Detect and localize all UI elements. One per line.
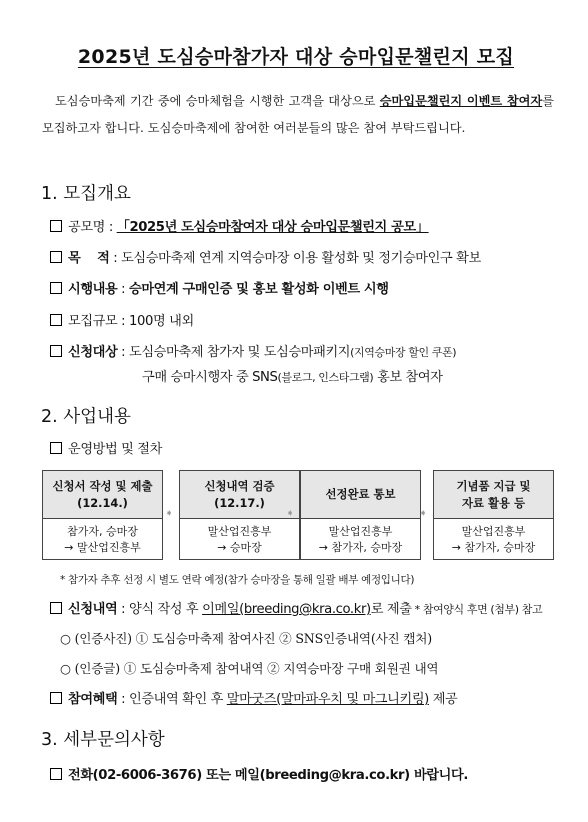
item-line2: 구매 승마시행자 중 SNS <box>142 370 278 385</box>
benefit-label: 참여혜택 <box>68 692 118 707</box>
contact-row <box>50 764 468 783</box>
step-title-line1: 신청내역 검증 <box>204 478 275 493</box>
step-title-line1: 선정완료 통보 <box>325 487 396 501</box>
step-box <box>433 470 554 560</box>
step-body-line1: 말산업진흥부 <box>207 524 272 538</box>
step-body-line2: → 말산업진흥부 <box>64 540 141 554</box>
item-sep: : <box>109 251 122 266</box>
benefit-text: : 인증내역 확인 후 <box>117 692 227 707</box>
step-title-line2: (12.14.) <box>77 495 128 510</box>
benefit-row <box>50 688 457 707</box>
item-sep: : <box>105 220 117 235</box>
step-title-line2: (12.17.) <box>214 495 265 510</box>
step-body <box>301 519 420 560</box>
section3-heading: 3. 세부문의사항 <box>41 730 165 750</box>
sub-label: 운영방법 및 절차 <box>68 442 162 457</box>
intro-paragraph <box>42 88 554 142</box>
step-title <box>180 471 299 519</box>
item-line2-small: (블로그, 인스타그램) <box>277 371 374 384</box>
contact-text: 전화(02-6006-3676) 또는 메일(breeding@kra.co.kr) 바랍니다. <box>68 768 468 783</box>
benefit-goods: 말마굿즈(말마파우치 및 마그니키링) <box>226 692 429 707</box>
item-label: 시행내용 <box>68 282 118 297</box>
item-sep: : <box>117 282 129 297</box>
step-title-line1: 기념품 지급 및 <box>456 478 531 493</box>
step-body-line2: → 승마장 <box>217 540 262 554</box>
item-value: 「2025년 도심승마참여자 대상 승마입문챌린지 공모」 <box>116 220 429 235</box>
checkbox-icon <box>50 314 62 326</box>
apply-text: : 양식 작성 후 <box>117 602 203 617</box>
step-body-line2: → 참가자, 승마장 <box>451 540 536 554</box>
checkbox-icon <box>50 282 62 294</box>
item-purpose <box>50 247 481 266</box>
step-title-line1: 신청서 작성 및 제출 <box>52 478 153 493</box>
checkbox-icon <box>50 442 62 454</box>
item-target <box>50 341 456 360</box>
step-title <box>43 471 162 519</box>
step-title <box>301 471 420 519</box>
apply-text-end: 로 제출 <box>370 602 412 617</box>
item-label: 목 적 <box>68 251 110 266</box>
step-box <box>179 470 300 560</box>
step-box <box>300 470 421 560</box>
checkbox-icon <box>50 768 62 780</box>
item-value: 도심승마축제 참가자 및 도심승마패키지 <box>129 345 351 360</box>
item-target-line2 <box>142 366 443 385</box>
benefit-text-end: 제공 <box>428 692 458 707</box>
intro-text-2: 를 모집하고자 합니다. 도심승마축제에 참여한 여러분들의 많은 참여 부탁드립니다. <box>42 94 554 135</box>
sub-operation <box>50 438 162 457</box>
step-body <box>43 519 162 560</box>
step-body-line1: 참가자, 승마장 <box>67 524 138 538</box>
apply-mail: 이메일(breeding@kra.co.kr) <box>202 602 371 617</box>
step-body-line1: 말산업진흥부 <box>461 524 526 538</box>
step-body-line1: 말산업진흥부 <box>328 524 393 538</box>
item-value: 승마연계 구매인증 및 홍보 활성화 이벤트 시행 <box>129 282 389 297</box>
step-title-line2: 자료 활용 등 <box>462 495 525 510</box>
text-proof: ○ (인증글) ① 도심승마축제 참여내역 ② 지역승마장 구매 회원권 내역 <box>60 661 439 676</box>
item-line2-end: 홍보 참여자 <box>373 370 443 385</box>
intro-text-1: 도심승마축제 기간 중에 승마체험을 시행한 고객을 대상으로 <box>55 94 380 108</box>
arrow-right-icon: ➧ <box>419 508 428 519</box>
item-value-small: (지역승마장 할인 쿠폰) <box>350 346 457 359</box>
step-body-line2: → 참가자, 승마장 <box>318 540 403 554</box>
checkbox-icon <box>50 220 62 232</box>
section2-heading: 2. 사업내용 <box>41 407 131 427</box>
step-box <box>42 470 163 560</box>
step-body <box>434 519 553 560</box>
item-label: 신청대상 <box>68 345 118 360</box>
step-title <box>434 471 553 519</box>
checkbox-icon <box>50 692 62 704</box>
apply-label: 신청내역 <box>68 602 118 617</box>
item-label: 공모명 <box>68 220 106 235</box>
item-value: 도심승마축제 연계 지역승마장 이용 활성화 및 정기승마인구 확보 <box>121 251 481 266</box>
item-contest-name <box>50 216 429 235</box>
item-content <box>50 278 389 297</box>
checkbox-icon <box>50 345 62 357</box>
apply-row <box>50 598 542 617</box>
item-scale <box>50 310 194 329</box>
checkbox-icon <box>50 602 62 614</box>
item-label: 모집규모 <box>68 314 118 329</box>
arrow-right-icon: ➧ <box>286 508 295 519</box>
step-body <box>180 519 299 560</box>
page-title: 2025년 도심승마참가자 대상 승마입문챌린지 모집 <box>77 46 515 68</box>
item-sep: : <box>117 314 129 329</box>
apply-note: * 참여양식 후면 (첨부) 참고 <box>411 603 543 616</box>
item-value: 100명 내외 <box>129 314 194 329</box>
section1-heading: 1. 모집개요 <box>41 184 131 204</box>
selection-note: * 참가자 추후 선정 시 별도 연락 예정(참가 승마장을 통해 일괄 배부 예정입니다) <box>60 574 415 586</box>
item-sep: : <box>117 345 129 360</box>
intro-highlight: 승마입문챌린지 이벤트 참여자 <box>379 94 543 108</box>
arrow-right-icon: ➧ <box>165 508 174 519</box>
checkbox-icon <box>50 251 62 263</box>
photo-proof: ○ (인증사진) ① 도심승마축제 참여사진 ② SNS인증내역(사진 캡처) <box>60 631 432 646</box>
